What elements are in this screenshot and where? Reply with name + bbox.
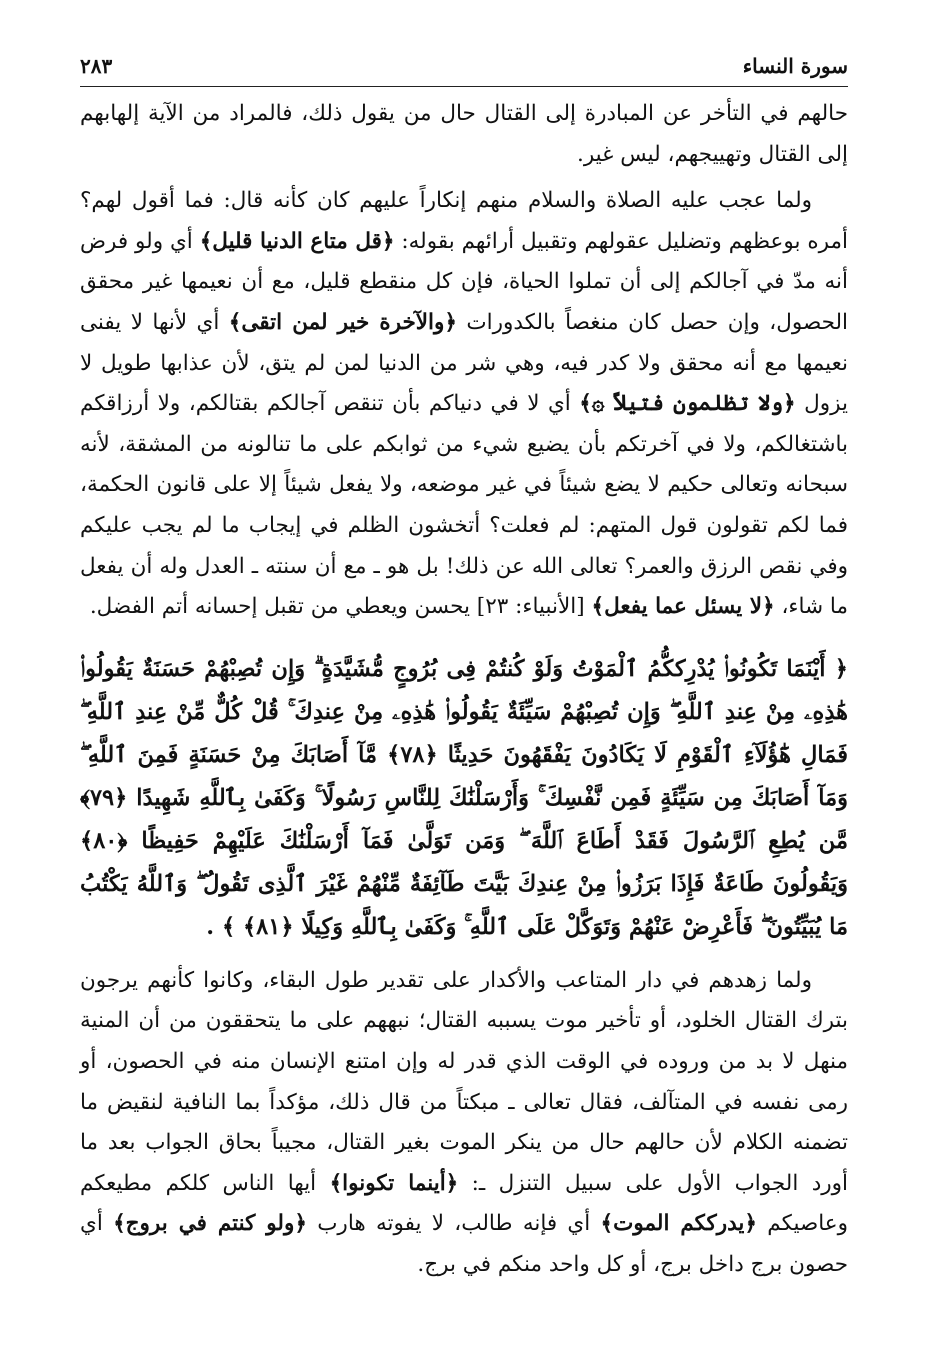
paragraph-3-text-1: ولما زهدهم في دار المتاعب والأكدار على تقدير طول البقاء، وكانوا كأنهم يرجون بترك القتال الخلود، أو تأخير موت يسببه القتال؛ نبههم على ما يتحققون من أن المنية منهل لا بد من وروده في الوقت الذي قدر له وإن امتنع الإنسان منه في الحصون، أو رمى نفسه في المتآلف، فقال تعالى ـ مبكتاً من قال ذلك، مؤكداً بما النافية لنقيض ما تضمنه الكلام لأن حالهم حال من ينكر الموت بغير القتال، مجيباً بحاق الجواب بعد ما أورد الجواب الأول على سبيل التنزل ـ:: [80, 967, 849, 1196]
page-header: [80, 52, 848, 87]
paragraph-2-text-2: أي ولو فرض أنه مدّ في آجالكم إلى أن تملوا الحياة، فإن كل منقطع قليل، مع أن نعيمها غير محقق الحصول، وإن حصل كان منغصاً بالكدورات: [80, 228, 849, 335]
quote-walaw-kuntum: ﴿ولو كنتم في بروج﴾: [113, 1211, 307, 1237]
paragraph-2-text-1: ولما عجب عليه الصلاة والسلام منهم إنكاراً عليهم كان كأنه قال: فما أقول لهم؟ أمره بوعظهم وتضليل عقولهم وتقبيل أرائهم بقوله:: [80, 188, 848, 254]
paragraph-2-text-3: أي لأنها لا يفنى نعيمها مع أنه محقق ولا كدر فيه، وهي شر من الدنيا لمن لم يتق، لأن عذابها طويل لا يزول: [80, 309, 848, 417]
quote-aynama: ﴿أينما تكونوا﴾: [329, 1170, 459, 1196]
quote-wala-tuzlamun: ﴿ولا تظلمون فتيلاً ۞﴾: [579, 391, 796, 417]
paragraph-1: [80, 94, 848, 175]
quote-la-yusal: ﴿لا يسئل عما يفعل﴾: [591, 594, 775, 620]
quran-verses-text: ﴿ أَيْنَمَا تَكُونُوا۟ يُدْرِككُّمُ ٱلْمَوْتُ وَلَوْ كُنتُمْ فِى بُرُوجٍ مُّشَيَّدَةٍ ۗ وَإِن تُصِبْهُمْ حَسَنَةٌ يَقُولُوا۟ هَٰذِهِۦ مِنْ عِندِ ٱللَّهِ ۖ وَإِن تُصِبْهُمْ سَيِّئَةٌ يَقُولُوا۟ هَٰذِهِۦ مِنْ عِندِكَ ۚ قُلْ كُلٌّ مِّنْ عِندِ ٱللَّهِ ۖ فَمَالِ هَٰٓؤُلَآءِ ٱلْقَوْمِ لَا يَكَادُونَ يَفْقَهُونَ حَدِيثًا ﴿٧٨﴾ مَّآ أَصَابَكَ مِنْ حَسَنَةٍ فَمِنَ ٱللَّهِ ۖ وَمَآ أَصَابَكَ مِن سَيِّئَةٍ فَمِن نَّفْسِكَ ۚ وَأَرْسَلْنَٰكَ لِلنَّاسِ رَسُولًا ۚ وَكَفَىٰ بِٱللَّهِ شَهِيدًا ﴿٧٩﴾ مَّن يُطِعِ ٱلرَّسُولَ فَقَدْ أَطَاعَ ٱللَّهَ ۖ وَمَن تَوَلَّىٰ فَمَآ أَرْسَلْنَٰكَ عَلَيْهِمْ حَفِيظًا ﴿٨٠﴾ وَيَقُولُونَ طَاعَةٌ فَإِذَا بَرَزُوا۟ مِنْ عِندِكَ بَيَّتَ طَآئِفَةٌ مِّنْهُمْ غَيْرَ ٱلَّذِى تَقُولُ ۖ وَٱللَّهُ يَكْتُبُ مَا يُبَيِّتُونَ ۖ فَأَعْرِضْ عَنْهُمْ وَتَوَكَّلْ عَلَى ٱللَّهِ ۚ وَكَفَىٰ بِٱللَّهِ وَكِيلًا ﴿٨١﴾ ﴾ .: [80, 655, 848, 940]
page-body: [80, 94, 848, 1285]
paragraph-3-text-4: أي حصون برج داخل برج، أو كل واحد منكم في برج.: [80, 1211, 848, 1277]
quote-qul-mataa: ﴿قل متاع الدنيا قليل﴾: [199, 228, 395, 254]
paragraph-2: [80, 181, 848, 628]
paragraph-2-text-4: أي لا في دنياكم بأن تنقص آجالكم بقتالكم، ولا أرزاقكم باشتغالكم، ولا في آخرتكم بأن يضيع شيء من ثوابكم على ما تنالونه من المشقة، لأنه سبحانه وتعالى حكيم لا يضع شيئاً في غير موضعه، ولا يفعل شيئاً إلا على قانون الحكمة، فما لكم تقولون قول المتهم: لم فعلت؟ أتخشون الظلم في إيجاب ما لم يجب عليكم وفي نقص الرزق والعمر؟ تعالى الله عن ذلك! بل هو ـ مع أن سنته ـ العدل وله أن يفعل ما شاء،: [80, 391, 848, 620]
quote-wal-akhira: ﴿والآخرة خير لمن اتقى﴾: [228, 309, 457, 335]
paragraph-3-text-3: أي فإنه طالب، لا يفوته هارب: [306, 1211, 601, 1237]
page-number: ٢٨٣: [80, 54, 113, 78]
paragraph-1-text: حالهم في التأخر عن المبادرة إلى القتال حال من يقول ذلك، فالمراد من الآية إلهابهم إلى القتال وتهييجهم، ليس غير.: [80, 101, 848, 167]
quote-yudrikkum: ﴿يدرككم الموت﴾: [600, 1211, 758, 1237]
paragraph-2-text-5: [الأنبياء: ٢٣] يحسن ويعطي من تقبل إحسانه أتم الفضل.: [89, 594, 592, 620]
quran-verses-block: [80, 648, 848, 949]
paragraph-3-text-2: أيها الناس كلكم مطيعكم وعاصيكم: [80, 1170, 848, 1237]
paragraph-3: [80, 961, 848, 1286]
surah-title: سورة النساء: [742, 54, 848, 78]
